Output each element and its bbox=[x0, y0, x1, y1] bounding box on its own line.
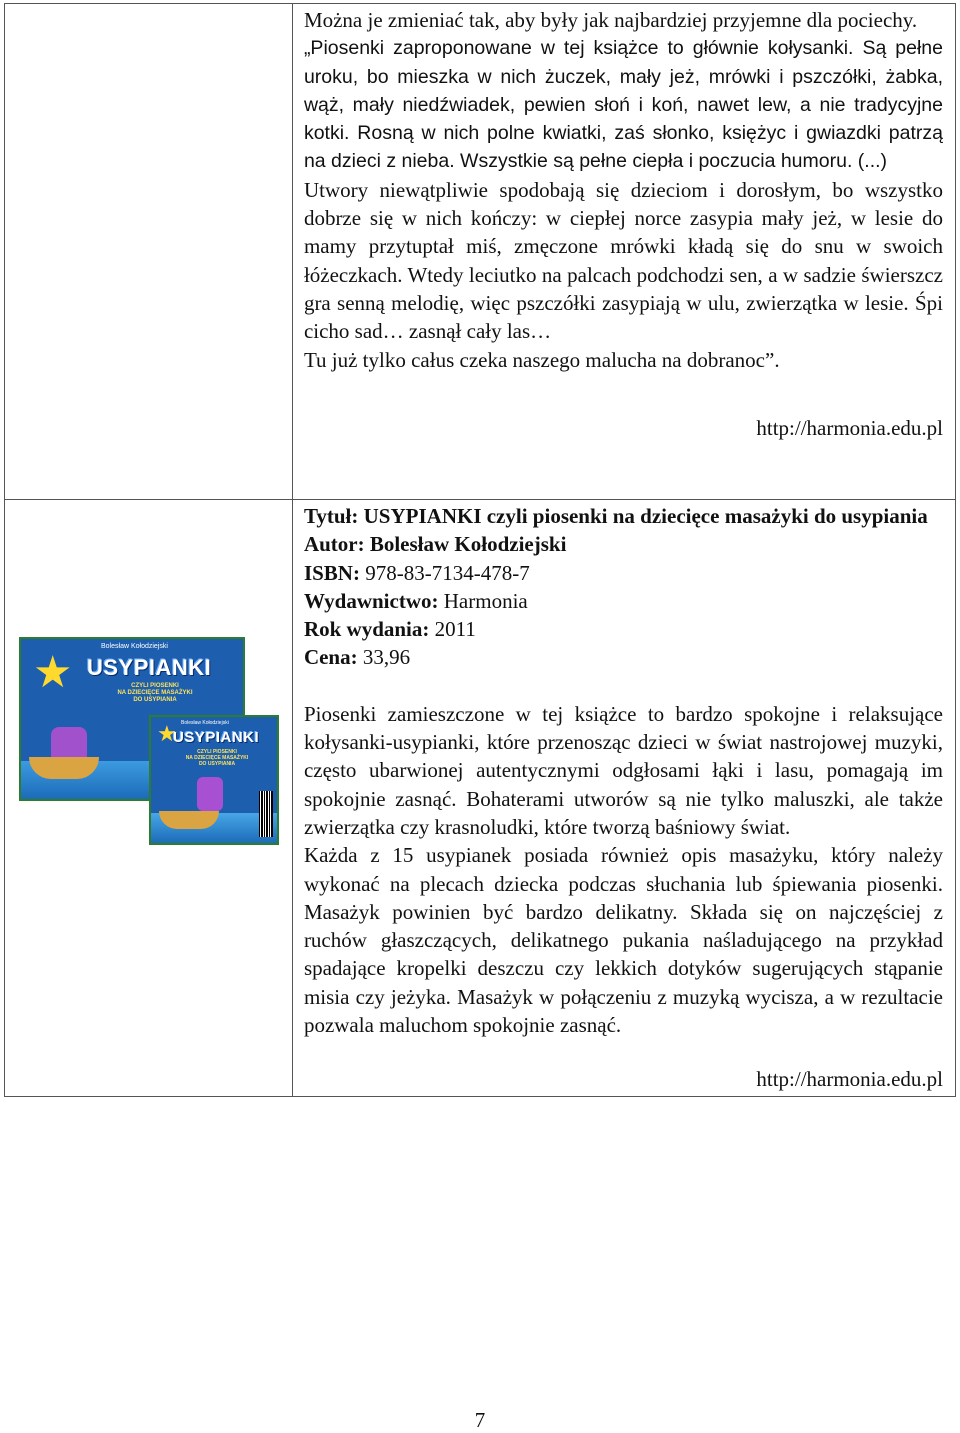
source-link-2[interactable]: http://harmonia.edu.pl bbox=[756, 1067, 943, 1092]
book-cover-image bbox=[19, 637, 281, 847]
boat-icon-small bbox=[159, 811, 219, 829]
boat-icon bbox=[29, 757, 99, 779]
description-paragraph-2: Każda z 15 usypianek posiada również opis masażyku, który należy wykonać na plecach dziecka podczas słuchania lub śpiewania piosenki. Masażyk powinien być bardzo delikatny. Składa się on najczęściej z ruchów głaszczących, delikatnego pukania naśladującego na przykład spadające kropelki deszczu czy lekkich dotyków sugerujących stąpanie misia czy jeżyka. Masażyk w połączeniu z muzyką wycisza, a w rezultacie pozwala maluchom spokojnie zasnąć. bbox=[303, 843, 943, 1038]
cover-title: USYPIANKI bbox=[87, 655, 212, 680]
book-info-cell bbox=[292, 500, 955, 1097]
paragraph-quote-1: „Piosenki zaproponowane w tej książce to głównie kołysanki. Są pełne uroku, bo mieszka w nich żuczek, mały jeż, mrówki i pszczółki, żabka, wąż, mały niedźwiadek, pewien słoń i koń, nawet lew, a nie tradycyjne kotki. Rosną w nich polne kwiatki, zaś słonko, księżyc i gwiazdki patrzą na dzieci z nieba. Wszystkie są pełne ciepła i poczucia humoru. (...) bbox=[303, 37, 943, 173]
description-paragraph-1: Piosenki zamieszczone w tej książce to bardzo spokojne i relaksujące kołysanki-usypianki, które przenosząc dzieci w świat nastrojowej muzyki, często ubarwionej autentycznymi odgłosami łąki i lasu, pomagają im spokojnie zasnąć. Bohaterami utworów są nie tylko maluszki, ale także zwierzątka czy krasnoludki, które tworzą baśniowy świat. bbox=[303, 701, 943, 839]
review-text-cell bbox=[292, 4, 955, 500]
meta-title: Tytuł: USYPIANKI czyli piosenki na dziecięce masażyki do usypiania bbox=[303, 504, 928, 528]
book-cover-small bbox=[149, 715, 279, 845]
barcode-icon bbox=[259, 791, 273, 837]
cover-cell bbox=[5, 500, 293, 1097]
page-number: 7 bbox=[474, 1408, 486, 1432]
cover-title-small: USYPIANKI bbox=[173, 729, 260, 746]
empty-cell bbox=[5, 4, 293, 500]
meta-year: Rok wydania: 2011 bbox=[303, 617, 476, 642]
cover-author-small: Bolesław Kołodziejski bbox=[181, 720, 229, 726]
cover-subtitle-small: CZYLI PIOSENKI NA DZIECIĘCE MASAŻYKI DO USYPIANIA bbox=[185, 749, 249, 767]
star-icon: ★ bbox=[33, 648, 73, 697]
paragraph-intro: Można je zmieniać tak, aby były jak najbardziej przyjemne dla pociechy. bbox=[303, 8, 918, 32]
meta-author: Autor: Bolesław Kołodziejski bbox=[303, 532, 567, 557]
meta-price: Cena: 33,96 bbox=[303, 645, 411, 670]
paragraph-quote-2: Utwory niewątpliwie spodobają się dzieciom i dorosłym, bo wszystko dobrze się w nich kończy: w ciepłej norce zasypia mały jeż, w lesie do mamy przytuptał miś, zmęczone mrówki kładą się do snu w swoich łóżeczkach. Wtedy leciutko na palcach podchodzi sen, a w sadzie świerszcz gra senną melodię, więc pszczółki zasypiają w ulu, zwierzątka w lesie. Śpi cicho sad… zasnął cały las… bbox=[303, 177, 943, 344]
book-review-table bbox=[4, 3, 956, 1097]
meta-publisher: Wydawnictwo: Harmonia bbox=[303, 588, 528, 613]
star-icon-small: ★ bbox=[157, 721, 177, 746]
cover-subtitle: CZYLI PIOSENKI NA DZIECIĘCE MASAŻYKI DO USYPIANIA bbox=[117, 683, 193, 703]
lantern-icon-small bbox=[197, 777, 223, 811]
meta-isbn: ISBN: 978-83-7134-478-7 bbox=[303, 560, 530, 585]
book-metadata bbox=[304, 502, 943, 672]
source-link[interactable]: http://harmonia.edu.pl bbox=[756, 415, 943, 440]
cover-author: Bolesław Kołodziejski bbox=[101, 643, 168, 650]
paragraph-quote-3: Tu już tylko całus czeka naszego malucha na dobranoc”. bbox=[303, 347, 780, 372]
